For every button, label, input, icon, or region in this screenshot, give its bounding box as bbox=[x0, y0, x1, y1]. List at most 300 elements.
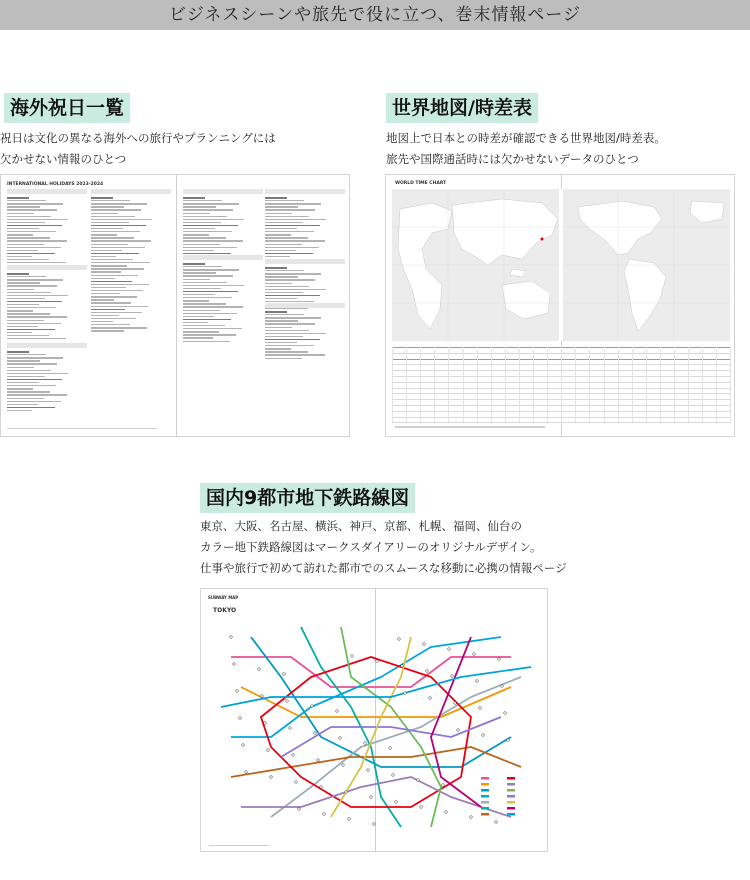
holiday-entry-line bbox=[7, 391, 50, 392]
holiday-entry-line bbox=[7, 292, 51, 293]
subway-station bbox=[367, 769, 370, 772]
table-column bbox=[646, 347, 647, 422]
holiday-entry-line bbox=[7, 222, 45, 223]
holiday-country-header bbox=[7, 265, 87, 270]
holiday-entry-line bbox=[91, 324, 130, 325]
holiday-entry-line bbox=[91, 219, 152, 220]
holiday-entry-line bbox=[183, 310, 220, 311]
holiday-entry-line bbox=[7, 363, 57, 364]
subway-page-image bbox=[200, 588, 548, 852]
holiday-entry-line bbox=[7, 295, 68, 296]
holiday-entry-line bbox=[183, 213, 210, 214]
table-column bbox=[618, 347, 619, 422]
holiday-entry-line bbox=[91, 206, 124, 207]
legend-swatch bbox=[481, 813, 489, 816]
holiday-entry-line bbox=[7, 401, 61, 402]
holiday-entry-line bbox=[7, 206, 40, 207]
holiday-entry-line bbox=[183, 200, 222, 201]
holiday-entry-line bbox=[183, 197, 205, 199]
holiday-entry-line bbox=[7, 373, 68, 374]
table-column bbox=[505, 347, 506, 422]
holiday-entry-line bbox=[265, 273, 321, 274]
holiday-entry-line bbox=[91, 271, 121, 272]
holiday-entry-line bbox=[183, 325, 225, 326]
table-column bbox=[434, 347, 435, 422]
holiday-entry-line bbox=[91, 244, 128, 245]
holiday-entry-line bbox=[7, 247, 61, 248]
legend-swatch bbox=[507, 789, 515, 792]
subway-station bbox=[476, 680, 479, 683]
holiday-entry-line bbox=[265, 317, 321, 318]
holiday-entry-line bbox=[91, 250, 122, 251]
holiday-entry-line bbox=[7, 320, 44, 321]
holiday-entry-line bbox=[91, 281, 132, 283]
subway-station bbox=[420, 806, 423, 809]
holidays-page-title: INTERNATIONAL HOLIDAYS 2023-2024 bbox=[7, 182, 104, 187]
holiday-entry-line bbox=[7, 385, 56, 386]
table-column bbox=[716, 347, 717, 422]
holiday-entry-line bbox=[7, 250, 38, 251]
holiday-entry-line bbox=[91, 330, 124, 331]
holiday-entry-line bbox=[7, 279, 63, 280]
table-column bbox=[519, 347, 520, 422]
subway-station bbox=[507, 739, 510, 742]
holiday-entry-line bbox=[265, 351, 308, 352]
holiday-entry-line bbox=[183, 331, 219, 332]
holiday-entry-line bbox=[7, 329, 55, 331]
subway-desc-line-3: 仕事や旅行で初めて訪れた都市でのスムースな移動に必携の情報ページ bbox=[200, 561, 567, 575]
subway-title: 国内9都市地下鉄路線図 bbox=[200, 483, 415, 513]
holiday-entry-line bbox=[7, 332, 32, 333]
holiday-entry-line bbox=[265, 228, 297, 229]
legend-swatch bbox=[481, 795, 489, 798]
holiday-country-header bbox=[183, 189, 263, 194]
holiday-entry-line bbox=[7, 382, 39, 383]
subway-station bbox=[261, 695, 264, 698]
holiday-entry-line bbox=[183, 216, 227, 217]
subway-footnote bbox=[209, 845, 269, 846]
table-column bbox=[420, 347, 421, 422]
subway-station bbox=[451, 675, 454, 678]
holiday-entry-line bbox=[91, 321, 113, 322]
subway-desc bbox=[200, 516, 567, 579]
holiday-entry-line bbox=[91, 231, 140, 232]
legend-swatch bbox=[507, 795, 515, 798]
holiday-entry-line bbox=[265, 286, 309, 287]
holiday-entry-line bbox=[265, 311, 287, 313]
holiday-entry-line bbox=[183, 300, 209, 301]
holiday-entry-line bbox=[183, 322, 208, 323]
holiday-entry-line bbox=[91, 299, 114, 300]
holiday-entry-line bbox=[265, 345, 314, 346]
subway-station bbox=[442, 784, 445, 787]
holiday-entry-line bbox=[265, 289, 326, 290]
subway-station bbox=[501, 685, 504, 688]
table-column bbox=[660, 347, 661, 422]
table-column bbox=[730, 347, 731, 422]
subway-station bbox=[348, 818, 351, 821]
holiday-entry-line bbox=[265, 358, 302, 359]
holiday-entry-line bbox=[265, 354, 325, 355]
table-column bbox=[632, 347, 633, 422]
holiday-entry-line bbox=[265, 250, 296, 251]
holiday-entry-line bbox=[91, 293, 120, 294]
holiday-entry-line bbox=[265, 295, 320, 297]
holiday-entry-line bbox=[7, 244, 44, 245]
legend-swatch bbox=[507, 801, 515, 804]
holiday-entry-line bbox=[91, 259, 133, 260]
holiday-entry-line bbox=[7, 231, 56, 232]
holiday-entry-line bbox=[7, 360, 40, 361]
holiday-entry-line bbox=[91, 315, 119, 316]
holidays-footnote bbox=[7, 428, 157, 429]
holiday-entry-line bbox=[183, 225, 238, 227]
banner-text: ビジネスシーンや旅先で役に立つ、巻末情報ページ bbox=[168, 5, 582, 25]
subway-station bbox=[395, 801, 398, 804]
subway-station bbox=[289, 727, 292, 730]
holiday-entry-line bbox=[7, 394, 67, 395]
holiday-entry-line bbox=[7, 313, 50, 314]
subway-station bbox=[298, 808, 301, 811]
holiday-entry-line bbox=[265, 320, 298, 321]
top-banner bbox=[0, 0, 750, 30]
subway-station bbox=[342, 764, 345, 767]
subway-station bbox=[345, 791, 348, 794]
subway-station bbox=[370, 796, 373, 799]
holiday-entry-line bbox=[91, 247, 145, 248]
legend-swatch bbox=[507, 813, 515, 816]
table-column bbox=[463, 347, 464, 422]
holiday-entry-line bbox=[91, 306, 148, 307]
holiday-entry-line bbox=[91, 197, 113, 199]
holiday-entry-line bbox=[7, 298, 45, 299]
subway-line bbox=[241, 777, 511, 817]
holiday-entry-line bbox=[7, 253, 55, 255]
subway-station bbox=[398, 638, 401, 641]
holiday-entry-line bbox=[265, 348, 291, 349]
holiday-entry-line bbox=[265, 209, 315, 210]
table-column bbox=[575, 347, 576, 422]
holiday-entry-line bbox=[7, 376, 45, 377]
subway-station bbox=[264, 722, 267, 725]
holiday-entry-line bbox=[7, 259, 49, 260]
subway-station bbox=[320, 786, 323, 789]
holiday-entry-line bbox=[265, 314, 304, 315]
subway-station bbox=[245, 771, 248, 774]
holiday-entry-line bbox=[7, 200, 46, 201]
subway-station bbox=[230, 636, 233, 639]
table-column bbox=[702, 347, 703, 422]
table-column bbox=[561, 347, 562, 422]
subway-station bbox=[429, 697, 432, 700]
holiday-entry-line bbox=[265, 247, 319, 248]
holiday-entry-line bbox=[7, 289, 34, 290]
holidays-page-image bbox=[0, 174, 350, 437]
holiday-entry-line bbox=[91, 222, 129, 223]
subway-station bbox=[351, 655, 354, 658]
holiday-entry-line bbox=[91, 302, 131, 303]
page-fold bbox=[176, 175, 177, 436]
subway-station bbox=[364, 742, 367, 745]
holiday-entry-line bbox=[183, 203, 239, 204]
subway-station bbox=[392, 774, 395, 777]
holiday-country-header bbox=[265, 189, 345, 194]
holiday-entry-line bbox=[91, 275, 138, 276]
holiday-entry-line bbox=[7, 237, 50, 238]
holiday-entry-line bbox=[183, 237, 226, 238]
subway-station bbox=[376, 660, 379, 663]
holiday-country-header bbox=[91, 189, 171, 194]
holiday-entry-line bbox=[265, 225, 320, 227]
holiday-entry-line bbox=[265, 323, 315, 324]
holiday-entry-line bbox=[7, 228, 39, 229]
holiday-entry-line bbox=[7, 285, 57, 286]
subway-station bbox=[295, 781, 298, 784]
holiday-entry-line bbox=[265, 240, 325, 241]
table-column bbox=[604, 347, 605, 422]
holiday-entry-line bbox=[7, 338, 66, 339]
holiday-entry-line bbox=[183, 306, 243, 307]
subway-station bbox=[504, 712, 507, 715]
worldclock-page-title: WORLD TIME CHART bbox=[395, 181, 447, 186]
holiday-entry-line bbox=[7, 404, 38, 405]
holiday-entry-line bbox=[183, 209, 233, 210]
table-footnote bbox=[395, 426, 545, 427]
legend-swatch bbox=[481, 789, 489, 792]
holiday-entry-line bbox=[183, 206, 216, 207]
holiday-entry-line bbox=[265, 283, 292, 284]
holiday-entry-line bbox=[265, 200, 304, 201]
subway-station bbox=[314, 732, 317, 735]
table-column bbox=[406, 347, 407, 422]
holiday-entry-line bbox=[7, 316, 67, 317]
worldclock-title: 世界地図/時差表 bbox=[386, 93, 538, 123]
holiday-entry-line bbox=[7, 410, 32, 411]
holiday-entry-line bbox=[7, 203, 63, 204]
subway-station bbox=[404, 692, 407, 695]
subway-station bbox=[389, 747, 392, 750]
holiday-entry-line bbox=[91, 200, 130, 201]
table-column bbox=[392, 347, 393, 422]
holiday-entry-line bbox=[91, 290, 143, 291]
subway-station bbox=[445, 811, 448, 814]
holiday-entry-line bbox=[91, 278, 115, 279]
subway-station bbox=[236, 690, 239, 693]
subway-station bbox=[448, 648, 451, 651]
holiday-entry-line bbox=[265, 237, 308, 238]
holiday-entry-line bbox=[91, 262, 150, 263]
holiday-entry-line bbox=[265, 244, 302, 245]
worldclock-desc-line-2: 旅先や国際通話時には欠かせないデータのひとつ bbox=[386, 152, 639, 166]
subway-station bbox=[317, 759, 320, 762]
legend-swatch bbox=[481, 783, 489, 786]
holiday-entry-line bbox=[183, 231, 232, 232]
subway-station bbox=[270, 776, 273, 779]
holiday-entry-line bbox=[265, 253, 313, 255]
holiday-entry-line bbox=[7, 307, 56, 308]
holiday-entry-line bbox=[183, 288, 221, 289]
holiday-entry-line bbox=[183, 303, 226, 304]
subway-page-label: SUBWAY MAP bbox=[208, 595, 239, 600]
holiday-entry-line bbox=[183, 272, 216, 273]
holiday-entry-line bbox=[7, 335, 49, 336]
holiday-entry-line bbox=[183, 244, 220, 245]
holiday-entry-line bbox=[91, 312, 142, 313]
holiday-entry-line bbox=[7, 209, 57, 210]
holiday-entry-line bbox=[265, 298, 297, 299]
holiday-entry-line bbox=[91, 237, 134, 238]
subway-line bbox=[231, 657, 511, 687]
holiday-entry-line bbox=[183, 294, 215, 295]
holiday-entry-line bbox=[183, 228, 215, 229]
holiday-entry-line bbox=[183, 275, 233, 276]
holiday-entry-line bbox=[183, 291, 238, 293]
holiday-entry-line bbox=[183, 240, 243, 241]
subway-station bbox=[417, 779, 420, 782]
holiday-entry-line bbox=[265, 333, 326, 334]
holiday-entry-line bbox=[183, 313, 237, 314]
subway-map-graphic bbox=[211, 617, 537, 839]
holiday-entry-line bbox=[91, 265, 127, 266]
table-row bbox=[392, 422, 730, 423]
holiday-entry-line bbox=[7, 370, 51, 371]
holiday-entry-line bbox=[91, 318, 136, 319]
subway-station bbox=[283, 673, 286, 676]
holiday-entry-line bbox=[265, 342, 297, 343]
holiday-entry-line bbox=[7, 301, 62, 303]
subway-station bbox=[233, 663, 236, 666]
subway-station bbox=[373, 823, 376, 826]
holiday-entry-line bbox=[183, 337, 213, 338]
holiday-entry-line bbox=[7, 310, 33, 311]
holiday-entry-line bbox=[183, 328, 242, 329]
holiday-entry-line bbox=[7, 326, 38, 327]
subway-desc-line-2: カラー地下鉄路線図はマークスダイアリーのオリジナルデザイン。 bbox=[200, 540, 542, 554]
subway-station bbox=[454, 702, 457, 705]
holiday-entry-line bbox=[183, 285, 244, 286]
holiday-entry-line bbox=[183, 250, 214, 251]
holiday-entry-line bbox=[265, 256, 290, 257]
holiday-entry-line bbox=[265, 222, 303, 223]
holiday-entry-line bbox=[265, 336, 303, 337]
legend-swatch bbox=[507, 777, 515, 780]
holiday-country-header bbox=[7, 343, 87, 348]
holiday-entry-line bbox=[265, 270, 304, 271]
holiday-entry-line bbox=[91, 216, 135, 217]
holiday-entry-line bbox=[7, 354, 46, 355]
holiday-entry-line bbox=[91, 228, 123, 229]
subway-station bbox=[482, 734, 485, 737]
holiday-entry-line bbox=[91, 287, 126, 288]
holiday-entry-line bbox=[7, 240, 67, 241]
world-map-graphic bbox=[392, 189, 730, 341]
holiday-entry-line bbox=[265, 231, 314, 232]
subway-station bbox=[258, 668, 261, 671]
holiday-entry-line bbox=[91, 284, 149, 285]
subway-station bbox=[426, 670, 429, 673]
holiday-entry-line bbox=[265, 216, 309, 217]
table-column bbox=[688, 347, 689, 422]
holiday-entry-line bbox=[7, 379, 62, 381]
holiday-entry-line bbox=[265, 234, 291, 235]
holidays-desc bbox=[0, 128, 276, 170]
legend-swatch bbox=[481, 807, 489, 810]
subway-station bbox=[495, 821, 498, 824]
holiday-entry-line bbox=[183, 269, 239, 270]
holiday-entry-line bbox=[183, 222, 221, 223]
holiday-entry-line bbox=[91, 234, 117, 235]
holiday-entry-line bbox=[265, 327, 292, 328]
holiday-entry-line bbox=[183, 234, 209, 235]
table-column bbox=[533, 347, 534, 422]
table-column bbox=[448, 347, 449, 422]
holiday-entry-line bbox=[183, 266, 222, 267]
subway-line bbox=[241, 687, 511, 717]
holiday-entry-line bbox=[91, 327, 147, 328]
holiday-entry-line bbox=[7, 323, 61, 324]
holiday-entry-line bbox=[7, 407, 55, 409]
legend-swatch bbox=[507, 783, 515, 786]
subway-station bbox=[286, 700, 289, 703]
table-column bbox=[491, 347, 492, 422]
holiday-entry-line bbox=[91, 213, 118, 214]
subway-city-label: TOKYO bbox=[213, 607, 237, 614]
holiday-entry-line bbox=[265, 197, 287, 199]
table-column bbox=[674, 347, 675, 422]
holiday-entry-line bbox=[7, 273, 29, 275]
holiday-entry-line bbox=[7, 256, 32, 257]
subway-station bbox=[323, 813, 326, 816]
holiday-entry-line bbox=[7, 388, 33, 389]
holiday-country-header bbox=[7, 189, 87, 194]
worldclock-page-image bbox=[385, 174, 735, 437]
holiday-entry-line bbox=[7, 398, 44, 399]
holiday-entry-line bbox=[7, 351, 29, 353]
holiday-entry-line bbox=[91, 296, 137, 297]
holiday-entry-line bbox=[91, 256, 116, 257]
holiday-entry-line bbox=[183, 219, 244, 220]
holiday-country-header bbox=[265, 259, 345, 264]
holiday-country-header bbox=[183, 255, 263, 260]
worldclock-desc-line-1: 地図上で日本との時差が確認できる世界地図/時差表。 bbox=[386, 131, 666, 145]
holiday-entry-line bbox=[7, 219, 68, 220]
holiday-entry-line bbox=[7, 276, 46, 277]
holiday-entry-line bbox=[7, 213, 34, 214]
holiday-entry-line bbox=[265, 267, 287, 269]
subway-station bbox=[470, 816, 473, 819]
holiday-entry-line bbox=[7, 197, 29, 199]
holiday-entry-line bbox=[265, 276, 298, 277]
holiday-entry-line bbox=[91, 240, 151, 241]
holiday-entry-line bbox=[183, 279, 210, 280]
holiday-entry-line bbox=[183, 263, 205, 265]
holiday-entry-line bbox=[7, 225, 62, 227]
holiday-entry-line bbox=[7, 357, 63, 358]
holiday-entry-line bbox=[91, 209, 141, 210]
legend-swatch bbox=[481, 777, 489, 780]
subway-station bbox=[292, 754, 295, 757]
holiday-country-header bbox=[265, 303, 345, 308]
worldclock-desc bbox=[386, 128, 666, 170]
subway-station bbox=[339, 737, 342, 740]
holiday-entry-line bbox=[91, 253, 139, 255]
legend-swatch bbox=[507, 807, 515, 810]
holiday-entry-line bbox=[183, 334, 236, 335]
subway-station bbox=[242, 744, 245, 747]
table-column bbox=[589, 347, 590, 422]
holiday-entry-line bbox=[91, 225, 146, 227]
holiday-entry-line bbox=[265, 339, 320, 341]
